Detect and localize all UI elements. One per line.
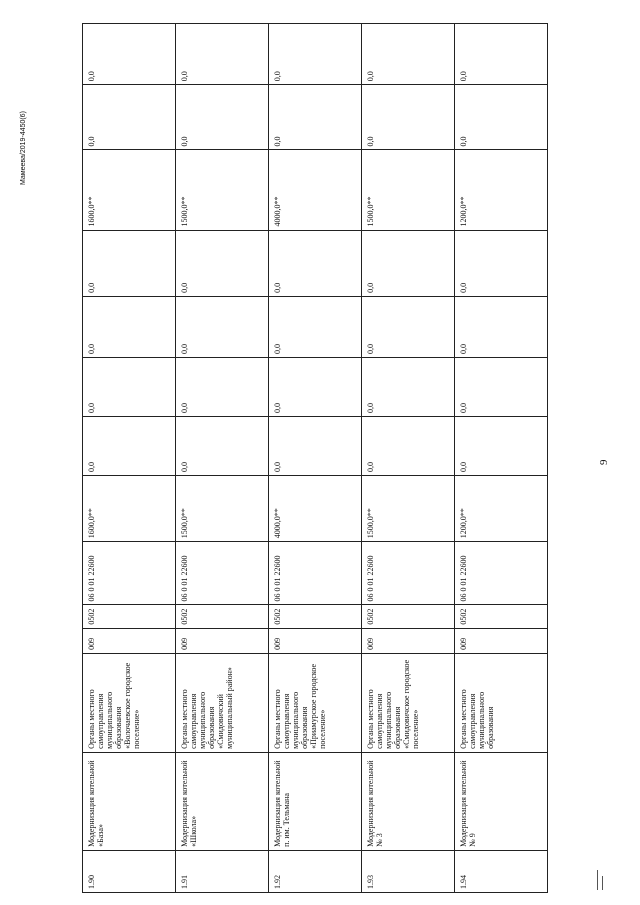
table-row	[269, 24, 362, 893]
section-code-cell: 0502	[83, 605, 176, 628]
project-name-cell: Модернизация котельной «База»	[83, 752, 176, 850]
ministry-code-cell: 009	[455, 628, 548, 653]
table-row	[455, 24, 548, 893]
amount-cell: 0,0	[83, 24, 176, 85]
ministry-code-cell: 009	[362, 628, 455, 653]
table-row	[362, 24, 455, 893]
amount-cell: 0,0	[455, 296, 548, 357]
amount-cell: 0,0	[83, 230, 176, 296]
amount-cell: 0,0	[269, 230, 362, 296]
section-code-cell: 0502	[176, 605, 269, 628]
amount-cell: 1600,0**	[83, 475, 176, 541]
amount-cell: 0,0	[362, 416, 455, 475]
amount-cell: 0,0	[269, 357, 362, 416]
amount-cell: 0,0	[83, 416, 176, 475]
section-code-cell: 0502	[269, 605, 362, 628]
ministry-code-cell: 009	[176, 628, 269, 653]
organization-cell: Органы местного самоуправления муниципального образования «Смидовичское городское поселение»	[362, 653, 455, 752]
amount-cell: 0,0	[176, 296, 269, 357]
amount-cell: 0,0	[455, 85, 548, 150]
amount-cell: 0,0	[455, 24, 548, 85]
amount-cell: 1200,0**	[455, 150, 548, 230]
amount-cell: 0,0	[362, 357, 455, 416]
amount-cell: 1600,0**	[83, 150, 176, 230]
target-article-cell: 06 0 01 22600	[176, 542, 269, 605]
ministry-code-cell: 009	[83, 628, 176, 653]
scan-mark-line	[597, 870, 598, 890]
amount-cell: 0,0	[176, 230, 269, 296]
table-row	[83, 24, 176, 893]
amount-cell: 0,0	[269, 85, 362, 150]
row-number-cell: 1.94	[455, 850, 548, 892]
scan-mark-line	[602, 876, 603, 890]
document-code: Мамеева/2019-4450(6)	[20, 111, 27, 185]
organization-cell: Органы местного самоуправления муниципального образования	[455, 653, 548, 752]
amount-cell: 0,0	[269, 416, 362, 475]
section-code-cell: 0502	[455, 605, 548, 628]
amount-cell: 0,0	[176, 416, 269, 475]
amount-cell: 1200,0**	[455, 475, 548, 541]
table-body	[83, 24, 548, 893]
amount-cell: 0,0	[455, 230, 548, 296]
project-name-cell: Модернизация котельной «Школа»	[176, 752, 269, 850]
amount-cell: 4000,0**	[269, 475, 362, 541]
project-name-cell: Модернизация котельной № 9	[455, 752, 548, 850]
amount-cell: 0,0	[269, 296, 362, 357]
target-article-cell: 06 0 01 22600	[362, 542, 455, 605]
amount-cell: 0,0	[83, 357, 176, 416]
project-name-cell: Модернизация котельной п. им. Тельмана	[269, 752, 362, 850]
organization-cell: Органы местного самоуправления муниципального образования «Волочаевское городское поселение»	[83, 653, 176, 752]
table-row	[176, 24, 269, 893]
amount-cell: 4000,0**	[269, 150, 362, 230]
row-number-cell: 1.90	[83, 850, 176, 892]
amount-cell: 0,0	[362, 296, 455, 357]
amount-cell: 0,0	[176, 85, 269, 150]
amount-cell: 0,0	[83, 85, 176, 150]
amount-cell: 0,0	[269, 24, 362, 85]
target-article-cell: 06 0 01 22600	[83, 542, 176, 605]
amount-cell: 0,0	[83, 296, 176, 357]
project-name-cell: Модернизация котельной № 3	[362, 752, 455, 850]
amount-cell: 1500,0**	[176, 150, 269, 230]
amount-cell: 0,0	[362, 85, 455, 150]
organization-cell: Органы местного самоуправления муниципального образования «Приамурское городское поселение»	[269, 653, 362, 752]
row-number-cell: 1.91	[176, 850, 269, 892]
amount-cell: 0,0	[362, 24, 455, 85]
amount-cell: 1500,0**	[362, 475, 455, 541]
budget-table	[82, 23, 548, 893]
ministry-code-cell: 009	[269, 628, 362, 653]
amount-cell: 0,0	[455, 357, 548, 416]
amount-cell: 1500,0**	[362, 150, 455, 230]
page-number: 9	[598, 459, 610, 465]
amount-cell: 0,0	[176, 24, 269, 85]
amount-cell: 1500,0**	[176, 475, 269, 541]
row-number-cell: 1.93	[362, 850, 455, 892]
amount-cell: 0,0	[362, 230, 455, 296]
amount-cell: 0,0	[176, 357, 269, 416]
organization-cell: Органы местного самоуправления муниципального образования «Смидовичский муниципальный район»	[176, 653, 269, 752]
scan-marks	[595, 830, 605, 890]
row-number-cell: 1.92	[269, 850, 362, 892]
section-code-cell: 0502	[362, 605, 455, 628]
amount-cell: 0,0	[455, 416, 548, 475]
target-article-cell: 06 0 01 22600	[269, 542, 362, 605]
target-article-cell: 06 0 01 22600	[455, 542, 548, 605]
